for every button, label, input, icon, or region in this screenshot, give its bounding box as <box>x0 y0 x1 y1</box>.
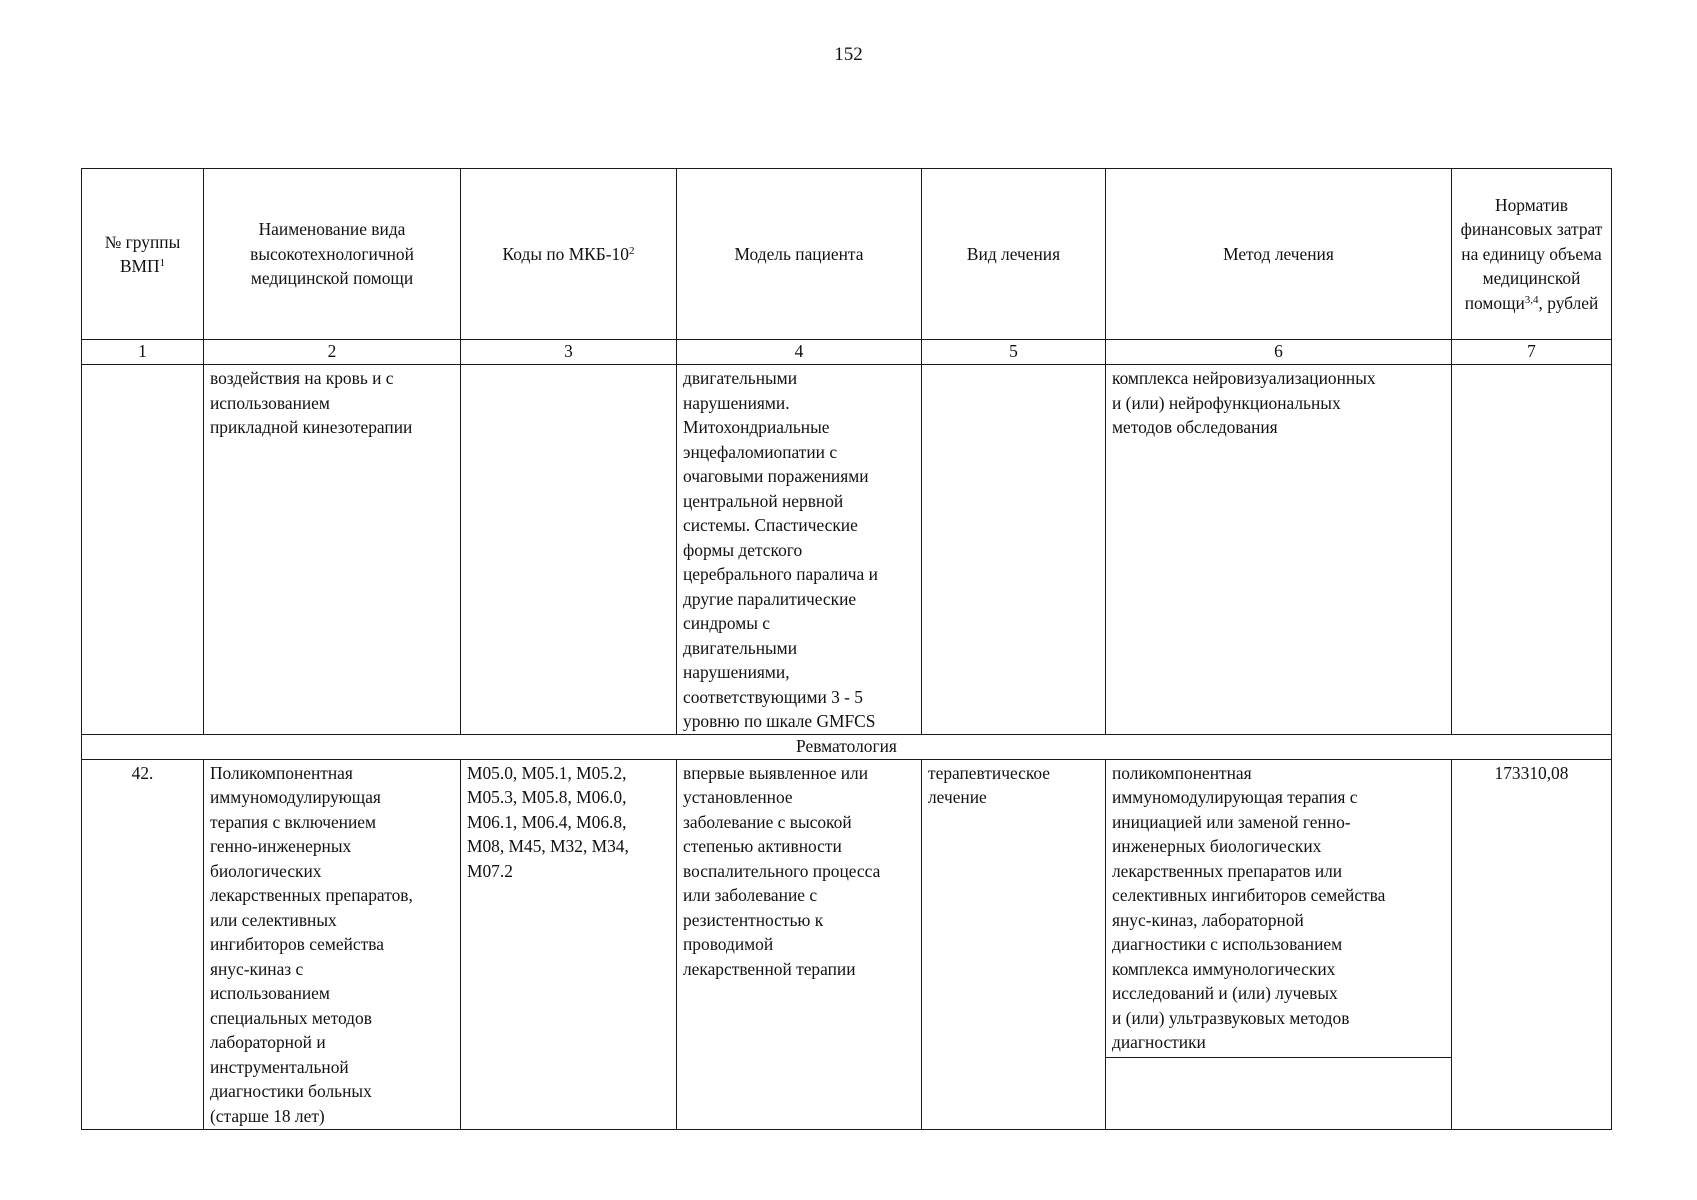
cell-treatment-type: терапевтическое лечение <box>922 759 1106 1129</box>
header-icd10-codes: Коды по МКБ-$10^2$ <box>461 169 677 340</box>
cell-group-number: 42. <box>82 759 204 1129</box>
header-group-number: № группы ВМП$^1$ <box>82 169 204 340</box>
column-number-row <box>82 340 1612 365</box>
page-number: 152 <box>834 44 863 65</box>
method-divider <box>1106 1057 1451 1058</box>
header-treatment-method: Метод лечения <box>1106 169 1452 340</box>
cell-care-type-name: Поликомпонентная иммуномодулирующая терапия с включением генно-инженерных биологических лекарственных препаратов, или селективных ингибиторов семейства янус-киназ с использованием специальных методов лабораторной и инструментальной диагностики больных (старше 18 лет) <box>204 759 461 1129</box>
vmp-table <box>81 168 1612 1130</box>
header-patient-model: Модель пациента <box>677 169 922 340</box>
column-number: 2 <box>204 340 461 365</box>
table-row-continuation <box>82 365 1612 735</box>
cell-treatment-method-text: поликомпонентная иммуномодулирующая терапия с инициацией или заменой генно- инженерных биологических лекарственных препаратов или селективных ингибиторов семейства янус-киназ, лабораторной диагностики с использованием комплекса иммунологических исследований и (или) лучевых и (или) ультразвуковых методов диагностики <box>1112 762 1386 1052</box>
header-treatment-type: Вид лечения <box>922 169 1106 340</box>
column-number: 5 <box>922 340 1106 365</box>
header-cost-standard: Норматив финансовых затрат на единицу объема медицинской помощи$^{3,4}$, рублей <box>1452 169 1612 340</box>
cell-treatment-type <box>922 365 1106 735</box>
cell-group-number <box>82 365 204 735</box>
column-number: 6 <box>1106 340 1452 365</box>
section-title: Ревматология <box>82 734 1612 759</box>
cell-icd10-codes: M05.0, M05.1, M05.2, M05.3, M05.8, M06.0, M06.1, M06.4, M06.8, M08, M45, M32, M34, M07.2 <box>461 759 677 1129</box>
table-row-42 <box>82 759 1612 1129</box>
cell-patient-model: впервые выявленное или установленное заболевание с высокой степенью активности воспалительного процесса или заболевание с резистентностью к проводимой лекарственной терапии <box>677 759 922 1129</box>
cell-treatment-method: комплекса нейровизуализационных и (или) нейрофункциональных методов обследования <box>1106 365 1452 735</box>
column-number: 4 <box>677 340 922 365</box>
header-row <box>82 169 1612 340</box>
cell-cost-standard: 173310,08 <box>1452 759 1612 1129</box>
section-row <box>82 734 1612 759</box>
column-number: 3 <box>461 340 677 365</box>
cell-patient-model: двигательными нарушениями. Митохондриальные энцефаломиопатии с очаговыми поражениями центральной нервной системы. Спастические формы детского церебрального паралича и другие паралитические синдромы с двигательными нарушениями, соответствующими 3 - 5 уровню по шкале GMFCS <box>677 365 922 735</box>
column-number: 1 <box>82 340 204 365</box>
cell-icd10-codes <box>461 365 677 735</box>
header-care-type-name: Наименование вида высокотехнологичной медицинской помощи <box>204 169 461 340</box>
cell-care-type-name: воздействия на кровь и с использованием прикладной кинезотерапии <box>204 365 461 735</box>
column-number: 7 <box>1452 340 1612 365</box>
cell-cost-standard <box>1452 365 1612 735</box>
cell-treatment-method <box>1106 759 1452 1129</box>
